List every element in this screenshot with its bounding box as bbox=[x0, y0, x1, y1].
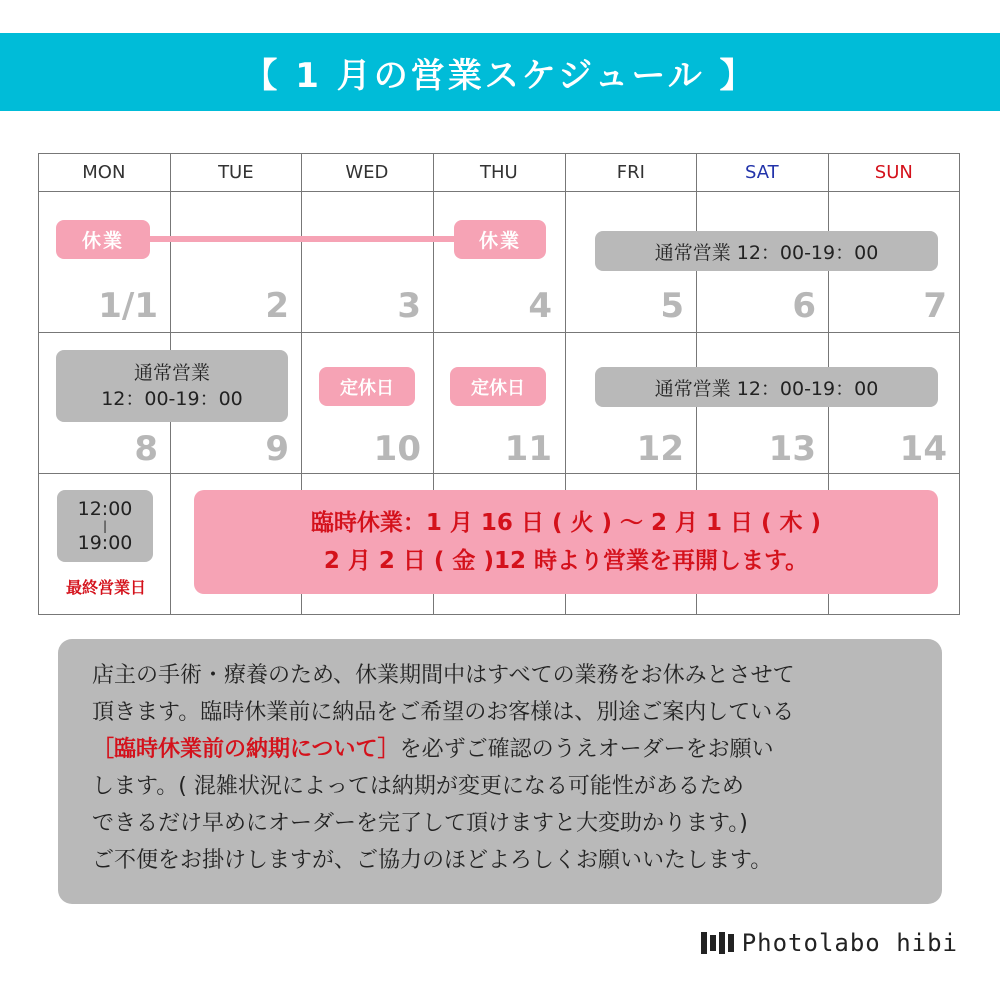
grid-line bbox=[696, 594, 697, 615]
notice-line: します。( 混雑状況によっては納期が変更になる可能性があるため bbox=[92, 774, 744, 799]
grid-line bbox=[565, 594, 566, 615]
date-jan1: 1/1 bbox=[98, 286, 158, 326]
weekday-wed: WED bbox=[345, 161, 389, 183]
normal-hours-label: 通常営業 bbox=[133, 362, 210, 384]
date-jan14: 14 bbox=[899, 429, 947, 469]
notice-line: 頂きます。臨時休業前に納品をご希望のお客様は、別途ご案内している bbox=[92, 700, 795, 725]
notice-line: できるだけ早めにオーダーを完了して頂けますと大変助かります。) bbox=[92, 811, 748, 836]
grid-line bbox=[301, 594, 302, 615]
weekday-mon: MON bbox=[82, 161, 126, 183]
holiday-range-bar bbox=[143, 236, 463, 242]
title-banner bbox=[0, 33, 1000, 111]
temporary-closure-banner bbox=[194, 490, 938, 594]
grid-line bbox=[38, 614, 960, 615]
weekday-fri: FRI bbox=[616, 161, 645, 183]
notice-line: ご不便をお掛けしますが、ご協力のほどよろしくお願いいたします。 bbox=[92, 848, 773, 873]
delivery-notice-link: ［臨時休業前の納期について］ bbox=[92, 737, 400, 762]
normal-hours-time: 12：00-19：00 bbox=[101, 388, 243, 410]
date-jan13: 13 bbox=[768, 429, 816, 469]
date-jan8: 8 bbox=[134, 429, 158, 469]
closure-reopen: 2 月 2 日 ( 金 )12 時より営業を再開します。 bbox=[323, 548, 809, 574]
final-time-separator: | bbox=[102, 519, 108, 533]
normal-hours-mon-tue bbox=[56, 350, 288, 422]
normal-hours-week1: 通常営業 12：00-19：00 bbox=[595, 231, 938, 271]
notice-line: 店主の手術・療養のため、休業期間中はすべての業務をお休みとさせて bbox=[92, 663, 795, 688]
final-day-hours bbox=[57, 490, 153, 562]
grid-line bbox=[38, 191, 960, 192]
schedule-calendar bbox=[38, 153, 960, 615]
brand-name: Photolabo hibi bbox=[741, 929, 958, 957]
notice-line bbox=[92, 731, 912, 768]
final-day-label: 最終営業日 bbox=[65, 578, 146, 597]
date-jan2: 2 bbox=[265, 286, 289, 326]
date-jan11: 11 bbox=[504, 429, 552, 469]
weekday-tue: TUE bbox=[218, 161, 254, 183]
grid-line bbox=[38, 153, 39, 615]
final-time-end: 19:00 bbox=[77, 532, 133, 554]
grid-line bbox=[828, 594, 829, 615]
date-jan9: 9 bbox=[265, 429, 289, 469]
grid-line bbox=[433, 594, 434, 615]
grid-line bbox=[38, 473, 960, 474]
date-jan3: 3 bbox=[397, 286, 421, 326]
normal-hours-week2: 通常営業 12：00-19：00 bbox=[595, 367, 938, 407]
date-jan5: 5 bbox=[660, 286, 684, 326]
notice-line-text: を必ずご確認のうえオーダーをお願い bbox=[399, 737, 774, 762]
holiday-badge-jan1: 休業 bbox=[56, 220, 150, 259]
final-time-start: 12:00 bbox=[77, 498, 133, 520]
date-jan7: 7 bbox=[923, 286, 947, 326]
grid-line bbox=[38, 332, 960, 333]
weekday-thu: THU bbox=[479, 161, 518, 183]
notice-box bbox=[58, 639, 942, 904]
regular-holiday-badge-jan11: 定休日 bbox=[450, 367, 546, 406]
brand-logo-icon bbox=[701, 932, 734, 954]
page-title: 【 1 月の営業スケジュール 】 bbox=[243, 55, 757, 96]
holiday-badge-jan4: 休業 bbox=[454, 220, 546, 259]
weekday-sat: SAT bbox=[745, 161, 779, 183]
weekday-sun: SUN bbox=[874, 161, 913, 183]
brand-footer bbox=[701, 928, 958, 958]
regular-holiday-badge-jan10: 定休日 bbox=[319, 367, 415, 406]
grid-line bbox=[959, 153, 960, 615]
closure-period: 臨時休業：1 月 16 日 ( 火 ) 〜 2 月 1 日 ( 木 ) bbox=[310, 510, 822, 536]
date-jan6: 6 bbox=[792, 286, 816, 326]
date-jan10: 10 bbox=[373, 429, 421, 469]
date-jan4: 4 bbox=[528, 286, 552, 326]
date-jan12: 12 bbox=[636, 429, 684, 469]
